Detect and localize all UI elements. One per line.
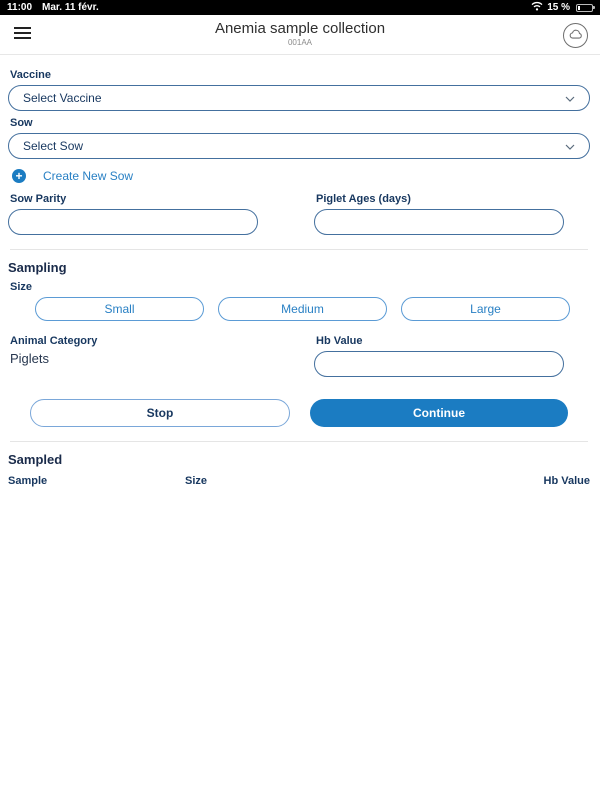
cloud-icon (569, 27, 583, 45)
column-header-size: Size (185, 475, 208, 487)
status-bar (0, 0, 600, 15)
animal-category-value: Piglets (10, 351, 50, 366)
create-new-sow-button[interactable] (12, 169, 590, 183)
page-subtitle: 001AA (287, 37, 313, 47)
piglet-ages-label: Piglet Ages (days) (316, 193, 411, 205)
size-large-button[interactable]: Large (401, 297, 570, 321)
piglet-ages-input[interactable] (314, 209, 564, 235)
sow-label: Sow (10, 117, 33, 129)
plus-circle-icon: + (12, 169, 26, 183)
column-header-sample: Sample (8, 475, 48, 487)
size-medium-button[interactable]: Medium (218, 297, 387, 321)
continue-button[interactable]: Continue (310, 399, 568, 427)
create-new-sow-label: Create New Sow (43, 169, 134, 183)
cloud-sync-button[interactable] (563, 23, 588, 48)
sow-parity-input[interactable] (8, 209, 258, 235)
battery-icon (576, 4, 593, 12)
hamburger-menu-icon[interactable] (14, 27, 31, 42)
clock: 11:00 (7, 2, 33, 13)
vaccine-select-value: Select Vaccine (23, 91, 102, 105)
app-header (0, 15, 600, 55)
sow-select[interactable] (8, 133, 590, 159)
size-label: Size (10, 281, 33, 293)
section-divider (10, 249, 588, 250)
vaccine-label: Vaccine (10, 69, 51, 81)
column-header-hb-value: Hb Value (543, 475, 590, 487)
stop-button[interactable]: Stop (30, 399, 290, 427)
chevron-down-icon (565, 91, 575, 105)
vaccine-select[interactable] (8, 85, 590, 111)
wifi-icon (531, 1, 543, 14)
status-date: Mar. 11 févr. (42, 2, 99, 13)
battery-percent: 15 % (547, 2, 570, 13)
sampling-heading: Sampling (8, 260, 67, 275)
size-small-button[interactable]: Small (35, 297, 204, 321)
chevron-down-icon (565, 139, 575, 153)
sampled-table-header (8, 475, 590, 487)
hb-value-input[interactable] (314, 351, 564, 377)
hb-value-label: Hb Value (316, 335, 363, 347)
page-title: Anemia sample collection (214, 20, 386, 38)
section-divider (10, 441, 588, 442)
animal-category-label: Animal Category (10, 335, 98, 347)
sow-select-value: Select Sow (23, 139, 84, 153)
sow-parity-label: Sow Parity (10, 193, 67, 205)
sampled-heading: Sampled (8, 452, 63, 467)
